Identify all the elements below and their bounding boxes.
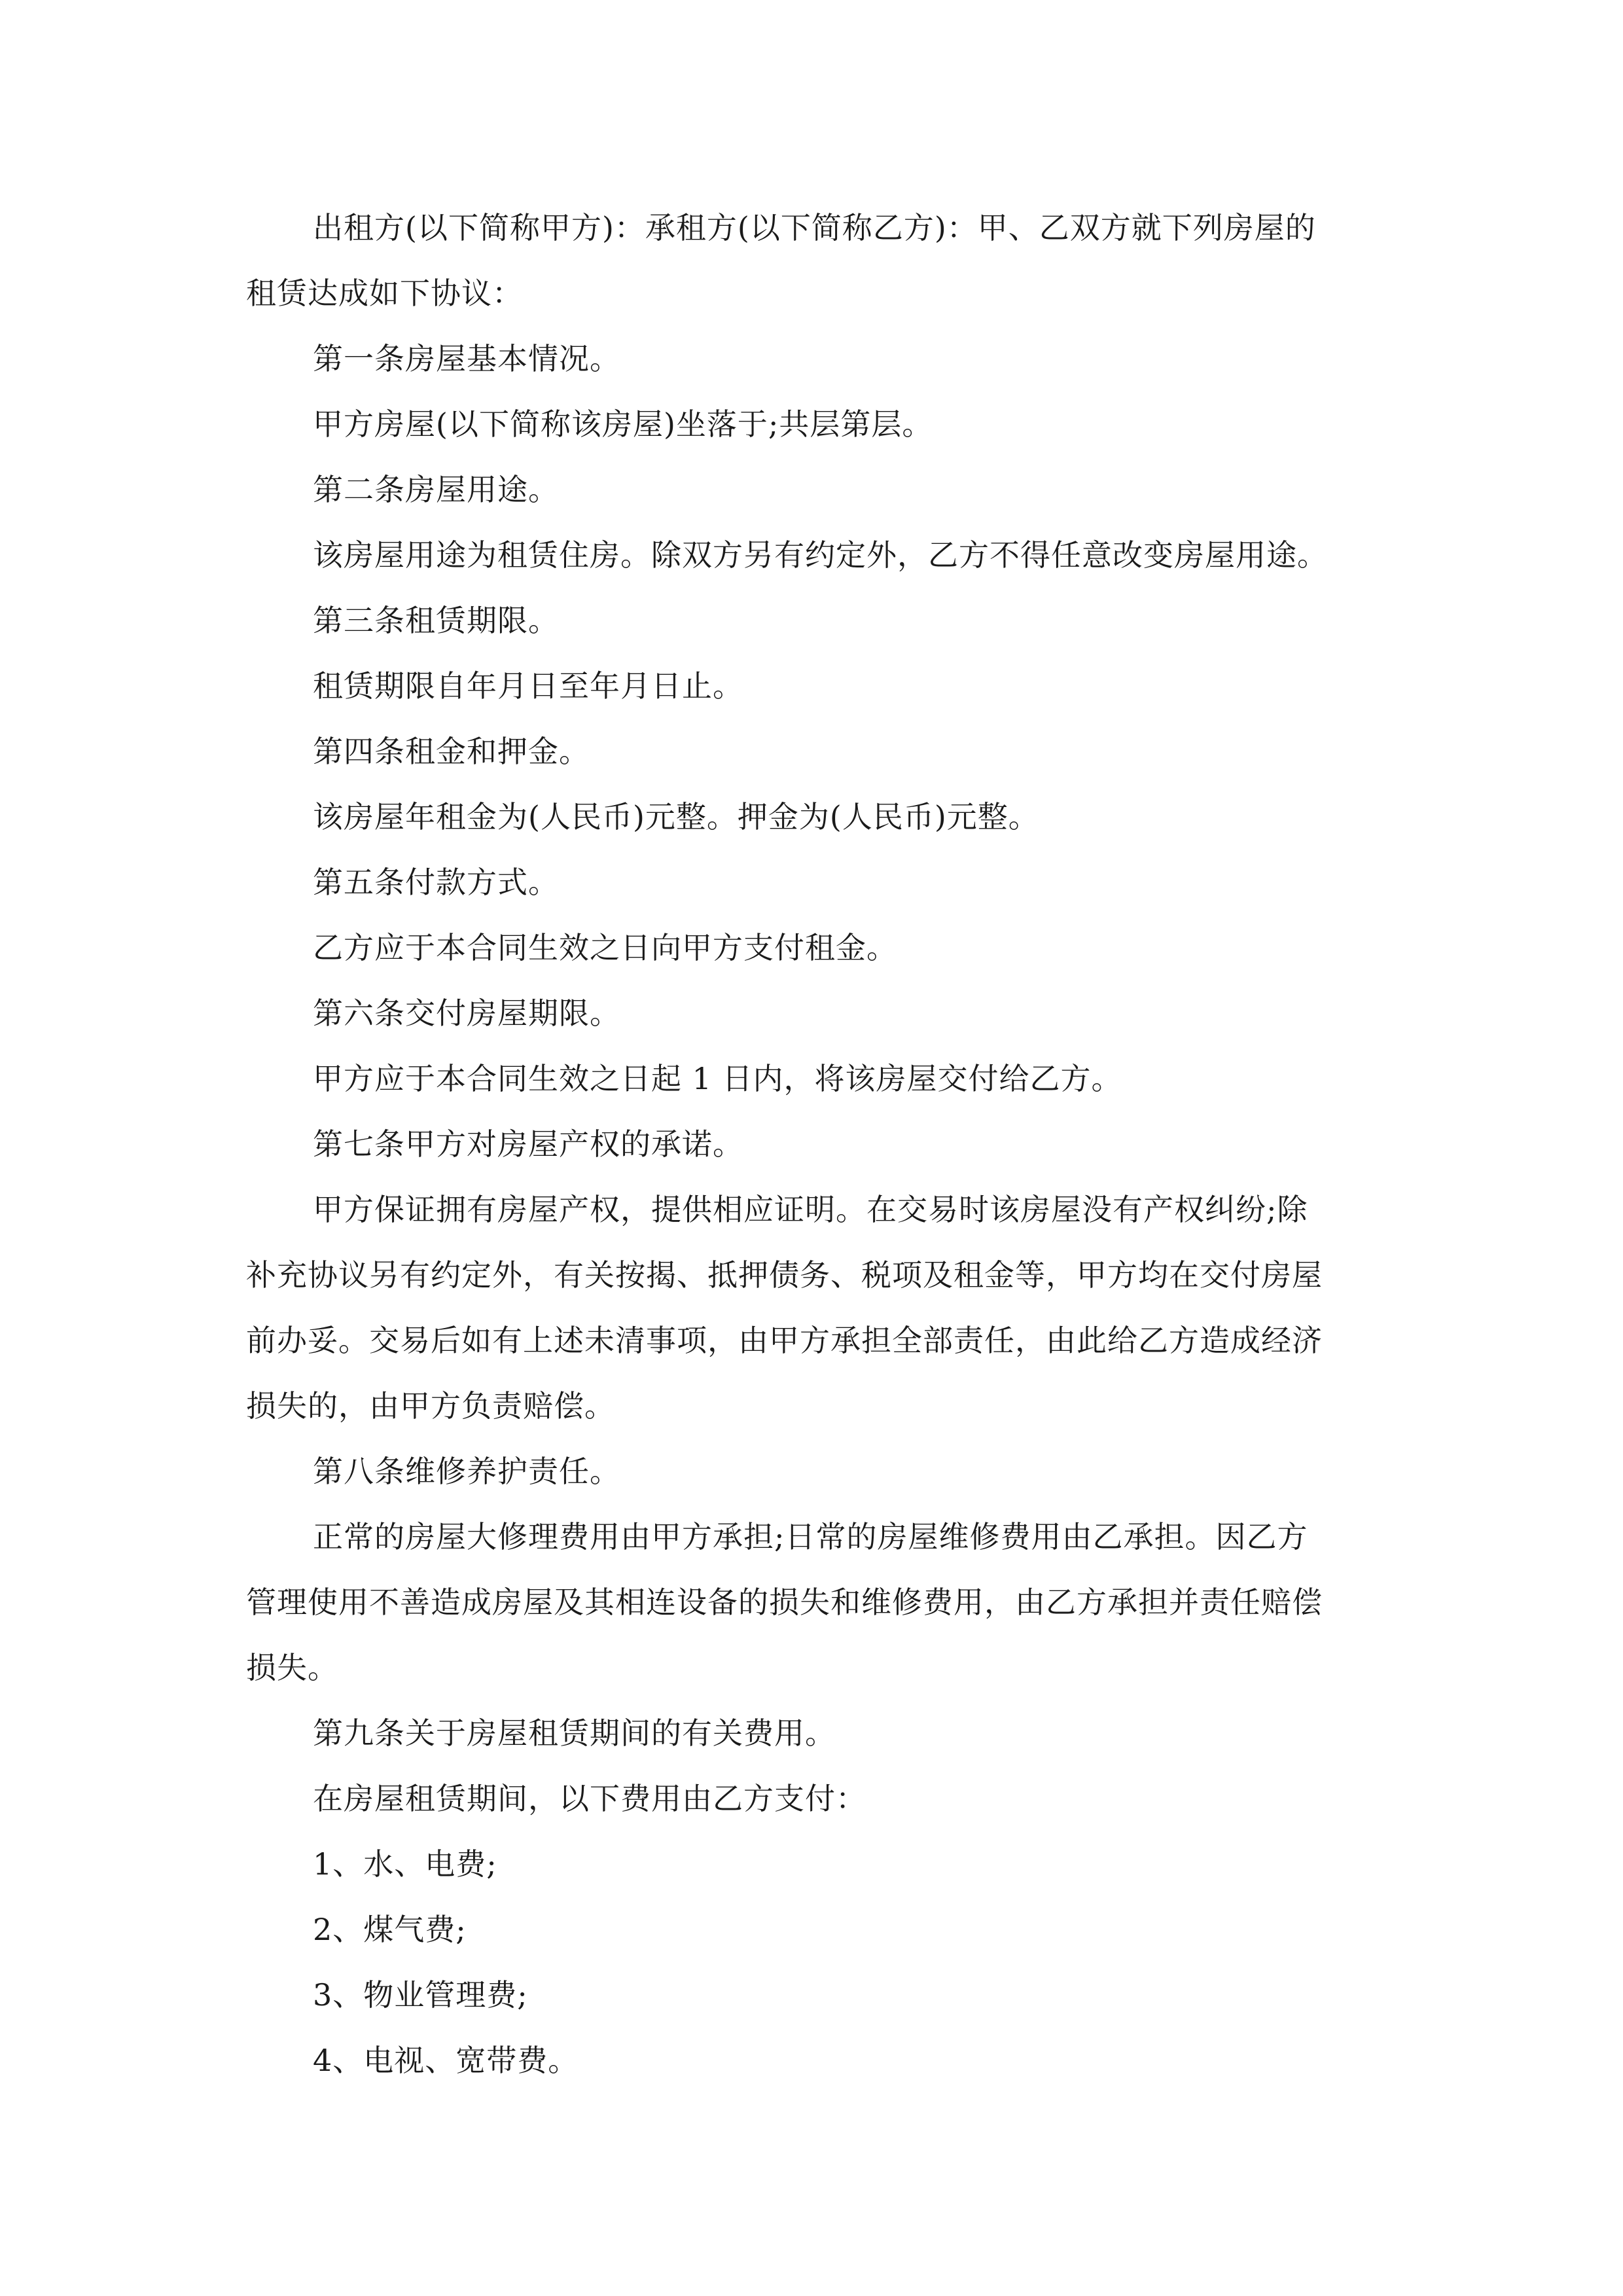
list-item: 4、电视、宽带费。 [313,2043,579,2078]
paragraph-line: 出租方(以下简称甲方)：承租方(以下简称乙方)：甲、乙双方就下列房屋的 [313,210,1316,245]
paragraph-line: 正常的房屋大修理费用由甲方承担;日常的房屋维修费用由乙承担。因乙方 [313,1519,1308,1554]
clause-heading: 第九条关于房屋租赁期间的有关费用。 [313,1715,836,1751]
paragraph-line: 损失的，由甲方负责赔偿。 [246,1388,615,1424]
paragraph-line: 甲方房屋(以下简称该房屋)坐落于;共层第层。 [313,406,933,442]
clause-heading: 第一条房屋基本情况。 [313,341,620,376]
clause-heading: 第四条租金和押金。 [313,734,590,769]
paragraph-line: 甲方保证拥有房屋产权，提供相应证明。在交易时该房屋没有产权纠纷;除 [313,1192,1308,1227]
paragraph-line: 管理使用不善造成房屋及其相连设备的损失和维修费用，由乙方承担并责任赔偿 [246,1585,1323,1620]
clause-heading: 第五条付款方式。 [313,865,559,900]
list-item: 1、水、电费; [313,1846,497,1882]
list-item: 3、物业管理费; [313,1977,528,2013]
clause-heading: 第三条租赁期限。 [313,603,559,638]
paragraph-line: 甲方应于本合同生效之日起 1 日内，将该房屋交付给乙方。 [313,1061,1122,1096]
paragraph-line: 该房屋年租金为(人民币)元整。押金为(人民币)元整。 [313,799,1039,834]
paragraph-line: 该房屋用途为租赁住房。除双方另有约定外，乙方不得任意改变房屋用途。 [313,537,1328,573]
paragraph-line: 前办妥。交易后如有上述未清事项，由甲方承担全部责任，由此给乙方造成经济 [246,1323,1323,1358]
paragraph-line: 租赁期限自年月日至年月日止。 [313,668,743,704]
clause-heading: 第八条维修养护责任。 [313,1454,620,1489]
clause-heading: 第七条甲方对房屋产权的承诺。 [313,1126,743,1162]
clause-heading: 第六条交付房屋期限。 [313,996,620,1031]
list-item: 2、煤气费; [313,1912,467,1947]
paragraph-line: 租赁达成如下协议： [246,276,523,311]
paragraph-line: 损失。 [246,1650,338,1685]
paragraph-line: 补充协议另有约定外，有关按揭、抵押债务、税项及租金等，甲方均在交付房屋 [246,1257,1323,1293]
paragraph-line: 在房屋租赁期间，以下费用由乙方支付： [313,1781,866,1816]
paragraph-line: 乙方应于本合同生效之日向甲方支付租金。 [313,930,897,965]
clause-heading: 第二条房屋用途。 [313,472,559,507]
